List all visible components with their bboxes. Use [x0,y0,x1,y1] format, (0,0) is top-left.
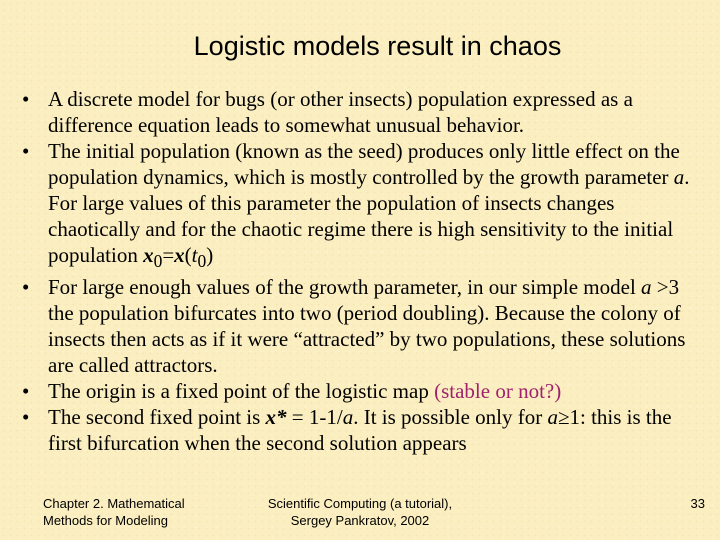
bullet-text: The second fixed point is [48,405,266,430]
bullet-item-2 [22,138,697,274]
footer-source-line2: Sergey Pankratov, 2002 [290,513,430,528]
footer-chapter-line2: Methods for Modeling [43,513,169,528]
paren-open: ( [184,243,192,267]
bullet-marker: • [22,87,30,111]
footer-source [250,495,470,529]
bullet-marker: • [22,139,30,163]
paren-close: ) [206,243,214,267]
bullet-item-3 [22,274,697,378]
highlight-text: (stable or not?) [434,379,562,404]
bullet-marker: • [22,379,30,404]
variable-x: x [174,243,185,267]
bullet-text: . It is possible only for [353,405,548,430]
bullet-text: . For large values of this parameter the population of insects changes chaotically and for the chaotic regime there is high sensitivity to the initial population [48,165,690,267]
bullet-marker: • [22,405,30,430]
bullet-item-1 [22,86,697,138]
subscript-zero: 0 [197,251,207,272]
bullet-text: A discrete model for bugs (or other insects) population expressed as a difference equation leads to somewhat unusual behavior. [48,87,633,137]
bullet-text: The origin is a fixed point of the logistic map [48,379,435,404]
subscript-zero: 0 [153,251,163,272]
footer-chapter [43,495,223,529]
bullet-item-5 [22,404,697,456]
bullet-text: >3 the population bifurcates into two (period doubling). Because the colony of insects then acts as if it were “attracted” by two populations, these solutions are called attractors. [48,275,686,378]
slide-title: Logistic models result in chaos [193,31,562,61]
variable-t: t [191,243,198,267]
variable-a: a [641,275,652,300]
bullet-text: For large enough values of the growth parameter, in our simple model [48,275,642,300]
variable-x: x [143,243,154,267]
bullet-marker: • [22,275,30,300]
bullet-text: = 1-1/ [286,405,343,430]
footer-source-line1: Scientific Computing (a tutorial), [267,496,453,511]
variable-a: a [342,405,354,430]
variable-a: a [547,405,558,430]
equals-sign: = [162,243,175,267]
footer-chapter-line1: Chapter 2. Mathematical [43,496,185,511]
bullet-item-4 [22,378,697,404]
bullet-text: The initial population (known as the seed) produces only little effect on the population dynamics, which is mostly controlled by the growth parameter [48,139,680,189]
bullet-text: ≥1: this is the first bifurcation when the second solution appears [48,405,672,456]
page-number: 33 [690,496,705,511]
variable-a: a [673,165,685,189]
bullet-list [22,86,697,456]
variable-xstar: x* [265,405,287,430]
